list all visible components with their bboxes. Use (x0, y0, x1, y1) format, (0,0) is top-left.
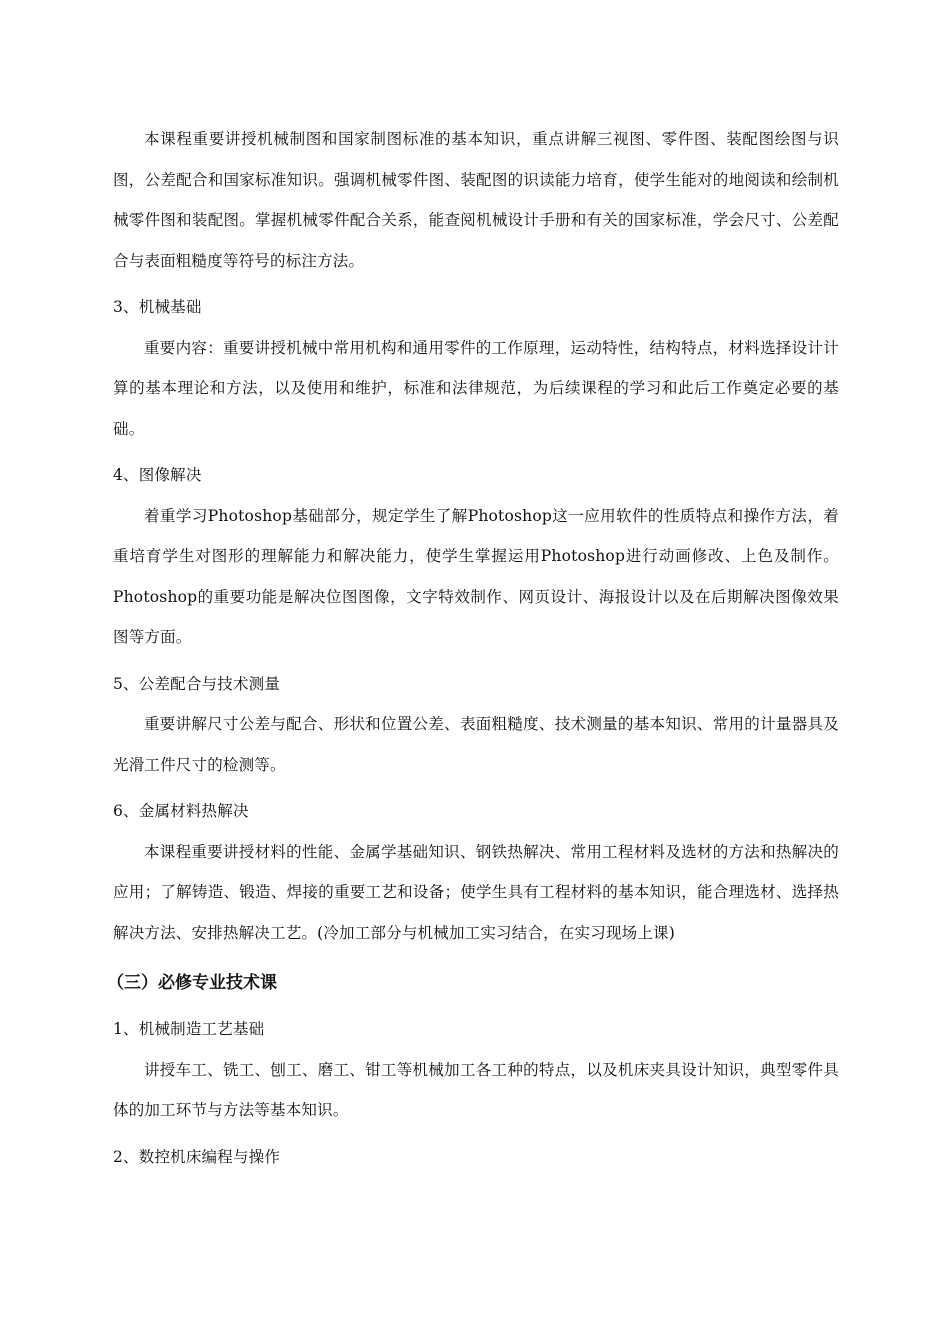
heading-mechanical-basics: 3、机械基础 (113, 298, 202, 316)
paragraph-image-processing: 着重学习Photoshop基础部分，规定学生了解Photoshop这一应用软件的性质特点和操作方法，着重培育学生对图形的理解能力和解决能力，使学生掌握运用Photoshop进行动画修改、上色及制作。Photoshop的重要功能是解决位图图像，文字特效制作、网页设计、海报设计以及在后期解决图像效果图等方面。 (113, 506, 839, 646)
document-body (107, 119, 839, 1177)
section-title-required-technical-courses: （三）必修专业技术课 (107, 973, 277, 993)
paragraph-manufacturing-process: 讲授车工、铣工、刨工、磨工、钳工等机械加工各工种的特点，以及机床夹具设计知识，典型零件具体的加工环节与方法等基本知识。 (113, 1060, 839, 1119)
paragraph-tolerance-measurement: 重要讲解尺寸公差与配合、形状和位置公差、表面粗糙度、技术测量的基本知识、常用的计量器具及光滑工件尺寸的检测等。 (113, 715, 839, 774)
heading-heat-treatment: 6、金属材料热解决 (113, 802, 249, 820)
paragraph-heat-treatment: 本课程重要讲授材料的性能、金属学基础知识、钢铁热解决、常用工程材料及选材的方法和热解决的应用；了解铸造、锻造、焊接的重要工艺和设备；使学生具有工程材料的基本知识，能合理选材、选择热解决方法、安排热解决工艺。(冷加工部分与机械加工实习结合，在实习现场上课) (113, 842, 839, 942)
heading-image-processing: 4、图像解决 (113, 466, 202, 484)
heading-cnc-programming: 2、数控机床编程与操作 (113, 1147, 281, 1166)
heading-tolerance-measurement: 5、公差配合与技术测量 (113, 674, 281, 693)
heading-manufacturing-process: 1、机械制造工艺基础 (113, 1020, 265, 1038)
paragraph-mechanical-basics: 重要内容：重要讲授机械中常用机构和通用零件的工作原理，运动特性，结构特点，材料选择设计计算的基本理论和方法，以及使用和维护，标准和法律规范，为后续课程的学习和此后工作奠定必要的基础。 (113, 338, 839, 438)
paragraph-course-intro: 本课程重要讲授机械制图和国家制图标准的基本知识，重点讲解三视图、零件图、装配图绘图与识图，公差配合和国家标准知识。强调机械零件图、装配图的识读能力培育，使学生能对的地阅读和绘制机械零件图和装配图。掌握机械零件配合关系，能查阅机械设计手册和有关的国家标准，学会尺寸、公差配合与表面粗糙度等符号的标注方法。 (113, 130, 839, 270)
